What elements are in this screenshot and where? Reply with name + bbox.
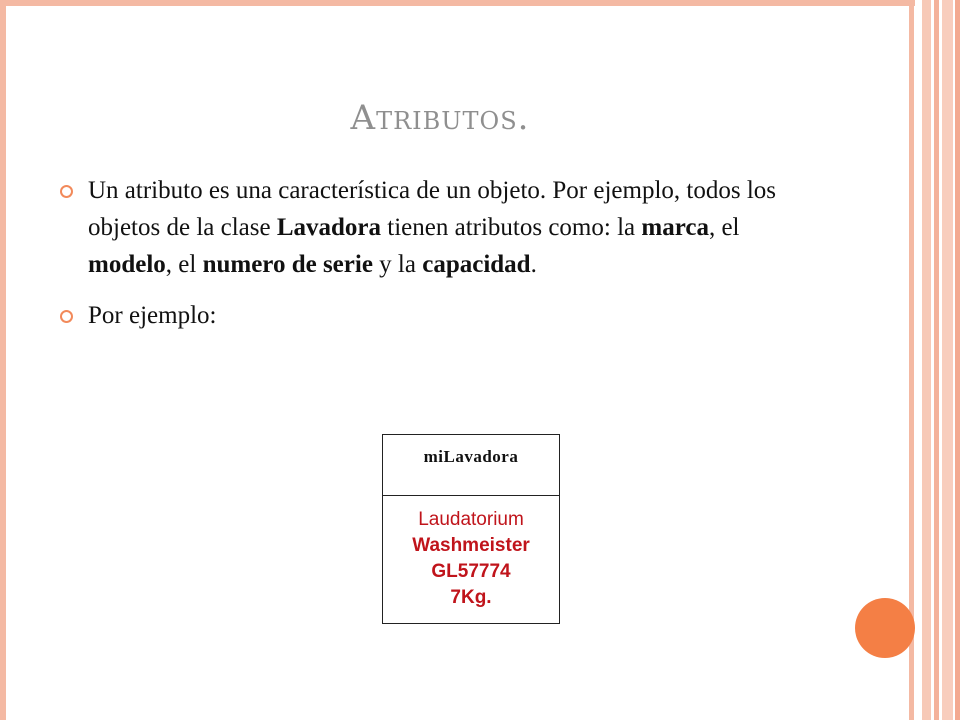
bullet-item (60, 297, 800, 334)
decor-stripe (934, 0, 939, 720)
object-name: miLavadora (383, 435, 559, 496)
text-run: , el (165, 251, 203, 278)
text-run: . (530, 251, 537, 278)
text-run: tienen atributos como: la (381, 214, 642, 241)
object-diagram (382, 434, 560, 624)
decor-stripe (955, 0, 960, 720)
bullet-text: Por ejemplo: (88, 302, 217, 329)
attribute-value: Washmeister (412, 535, 530, 556)
attribute-value: 7Kg. (450, 587, 492, 608)
text-run: Un atributo es una característica de un objeto. Por ejemplo, todos los objetos de la clase (88, 177, 777, 241)
bullet-ring-icon (60, 310, 73, 323)
text-run-bold: capacidad (422, 251, 531, 278)
text-run: , el (708, 214, 740, 241)
bullet-list (60, 172, 800, 348)
slide-frame-top (0, 0, 915, 6)
bullet-ring-icon (60, 185, 73, 198)
attribute-value: Laudatorium (418, 509, 524, 530)
slide-title: Atributos. (350, 98, 530, 138)
bullet-item (60, 172, 800, 283)
text-run-bold: Lavadora (276, 214, 382, 241)
attribute-value: GL57774 (431, 561, 511, 582)
object-attributes (383, 507, 559, 611)
text-run-bold: numero de serie (202, 251, 373, 278)
decor-stripe (922, 0, 931, 720)
decor-circle (855, 598, 915, 658)
decor-stripe (942, 0, 953, 720)
bullet-text (88, 177, 776, 278)
text-run-bold: modelo (88, 251, 166, 278)
text-run: y la (372, 251, 423, 278)
text-run-bold: marca (641, 214, 709, 241)
